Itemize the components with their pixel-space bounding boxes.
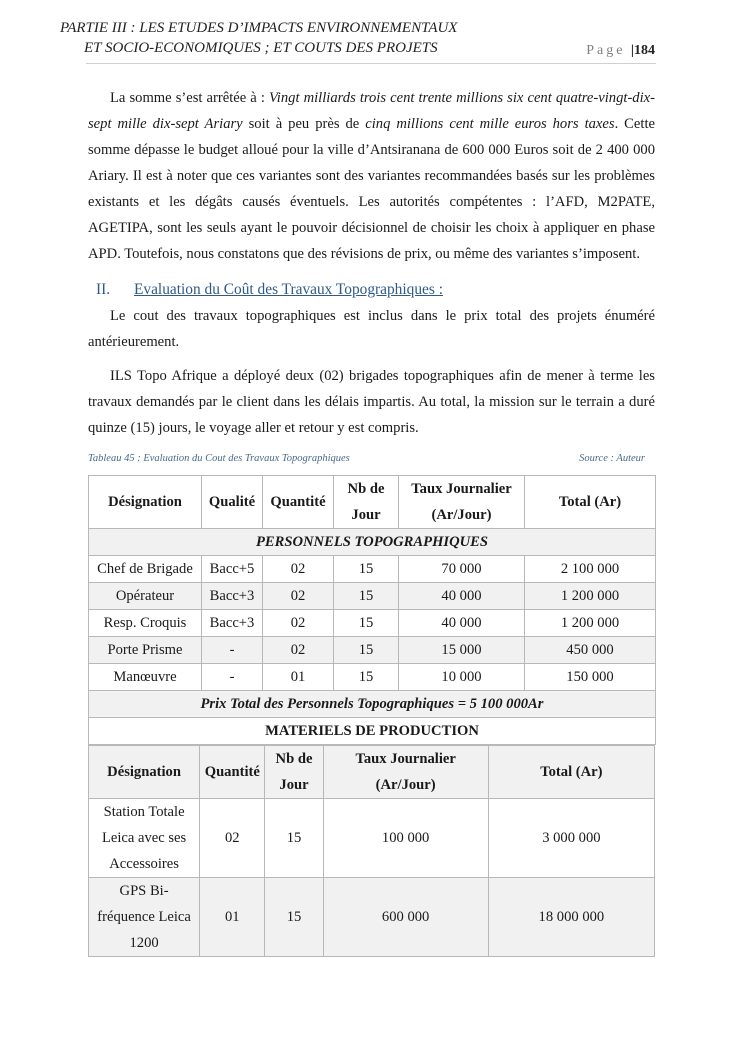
text-run-italic: cinq millions cent mille euros hors taxes (365, 116, 615, 132)
section-cell: MATERIELS DE PRODUCTION (89, 718, 656, 745)
header-cell: Taux Journalier (Ar/Jour) (399, 476, 525, 529)
personnel-table (88, 475, 656, 745)
chapter-title-line2: ET SOCIO-ECONOMIQUES ; ET COUTS DES PROJETS (84, 40, 438, 56)
cell: 3 000 000 (488, 799, 654, 878)
section-heading (88, 277, 655, 303)
cell: - (202, 664, 263, 691)
text-run: La somme s’est arrêtée à : (110, 90, 269, 106)
cell: 70 000 (399, 556, 525, 583)
cell: 15 (334, 610, 399, 637)
cell: 15 000 (399, 637, 525, 664)
total-cell: Prix Total des Personnels Topographiques = 5 100 000Ar (89, 691, 656, 718)
header-divider (86, 63, 656, 64)
section-number: II. (96, 281, 111, 298)
total-row-personnel (89, 691, 656, 718)
cell: Manœuvre (89, 664, 202, 691)
paragraph-cost-included: Le cout des travaux topographiques est inclus dans le prix total des projets énuméré antérieurement. (88, 308, 655, 350)
cell: 40 000 (399, 583, 525, 610)
table-row (89, 610, 656, 637)
header-cell: Total (Ar) (525, 476, 656, 529)
cell: Bacc+5 (202, 556, 263, 583)
cell: 600 000 (323, 878, 488, 957)
cell: 15 (334, 583, 399, 610)
cell: 1 200 000 (525, 610, 656, 637)
cell: 100 000 (323, 799, 488, 878)
cell: 15 (334, 556, 399, 583)
header-cell: Taux Journalier (Ar/Jour) (323, 746, 488, 799)
page-label: Page (586, 43, 626, 58)
paragraph-brigades: ILS Topo Afrique a déployé deux (02) brigades topographiques afin de mener à terme les travaux demandés par le client dans les délais impartis. Au total, la mission sur le terrain a duré quinze (15) jours, le voyage aller et retour y est compris. (88, 368, 655, 436)
section-cell: PERSONNELS TOPOGRAPHIQUES (89, 529, 656, 556)
page-number (586, 43, 655, 59)
header-cell: Qualité (202, 476, 263, 529)
cell: 02 (263, 637, 334, 664)
cell: Bacc+3 (202, 583, 263, 610)
page-separator: | (630, 43, 634, 58)
table-header-row (89, 746, 655, 799)
cell: 1 200 000 (525, 583, 656, 610)
header-cell: Désignation (89, 476, 202, 529)
table-row (89, 799, 655, 878)
cell: Resp. Croquis (89, 610, 202, 637)
cell: 150 000 (525, 664, 656, 691)
cell: 450 000 (525, 637, 656, 664)
text-run-italic: Vingt milliards trois cent trente millions six cent quatre-vingt-dix-sept mille dix-sept Ariary (88, 90, 655, 132)
cell: Porte Prisme (89, 637, 202, 664)
cell: Opérateur (89, 583, 202, 610)
caption-source: Source : Auteur (579, 453, 645, 464)
table-header-row (89, 476, 656, 529)
materiel-table (88, 745, 655, 957)
page-number-value: 184 (634, 43, 655, 58)
cell: 10 000 (399, 664, 525, 691)
header-cell: Quantité (200, 746, 265, 799)
table-row (89, 878, 655, 957)
header-cell: Total (Ar) (488, 746, 654, 799)
cell: GPS Bi-fréquence Leica 1200 (89, 878, 200, 957)
section-title: Evaluation du Coût des Travaux Topographiques : (134, 281, 443, 298)
cell: 01 (263, 664, 334, 691)
table-caption (88, 449, 655, 469)
section-row-personnel (89, 529, 656, 556)
cell: 15 (265, 878, 323, 957)
cell: Chef de Brigade (89, 556, 202, 583)
page-body (88, 85, 655, 957)
cell: 15 (334, 637, 399, 664)
text-run: soit à peu près de (242, 116, 366, 132)
text-run: . Cette somme dépasse le budget alloué pour la ville d’Antsiranana de 600 000 Euros soit de 2 400 000 Ariary. Il est à noter que ces variantes sont des variantes recommandées basés sur les problèmes existants et les dégâts causés éventuels. Les autorités compétentes : l’AFD, M2PATE, AGETIPA, sont les seuls ayant le pouvoir décisionnel de choisir les choix à appliquer en phase APD. Toutefois, nous constatons que des révisions de prix, ou même des variantes s’imposent. (88, 116, 655, 262)
cell: 02 (200, 799, 265, 878)
cell: 02 (263, 610, 334, 637)
cell: 02 (263, 583, 334, 610)
chapter-title-line1: PARTIE III : LES ETUDES D’IMPACTS ENVIRONNEMENTAUX (60, 20, 458, 36)
table-row (89, 637, 656, 664)
cell: 18 000 000 (488, 878, 654, 957)
cell: 2 100 000 (525, 556, 656, 583)
table-row (89, 556, 656, 583)
chapter-title (60, 18, 457, 58)
header-cell: Désignation (89, 746, 200, 799)
table-row (89, 583, 656, 610)
section-row-materiel (89, 718, 656, 745)
caption-title: Tableau 45 : Evaluation du Cout des Travaux Topographiques (88, 453, 350, 464)
header-cell: Nb de Jour (334, 476, 399, 529)
cell: Bacc+3 (202, 610, 263, 637)
header-cell: Quantité (263, 476, 334, 529)
cell: - (202, 637, 263, 664)
table-row (89, 664, 656, 691)
page-header (0, 0, 745, 64)
cell: 02 (263, 556, 334, 583)
cell: Station Totale Leica avec ses Accessoires (89, 799, 200, 878)
cell: 15 (265, 799, 323, 878)
cell: 01 (200, 878, 265, 957)
cell: 15 (334, 664, 399, 691)
header-cell: Nb de Jour (265, 746, 323, 799)
paragraph-budget (88, 85, 655, 267)
cell: 40 000 (399, 610, 525, 637)
